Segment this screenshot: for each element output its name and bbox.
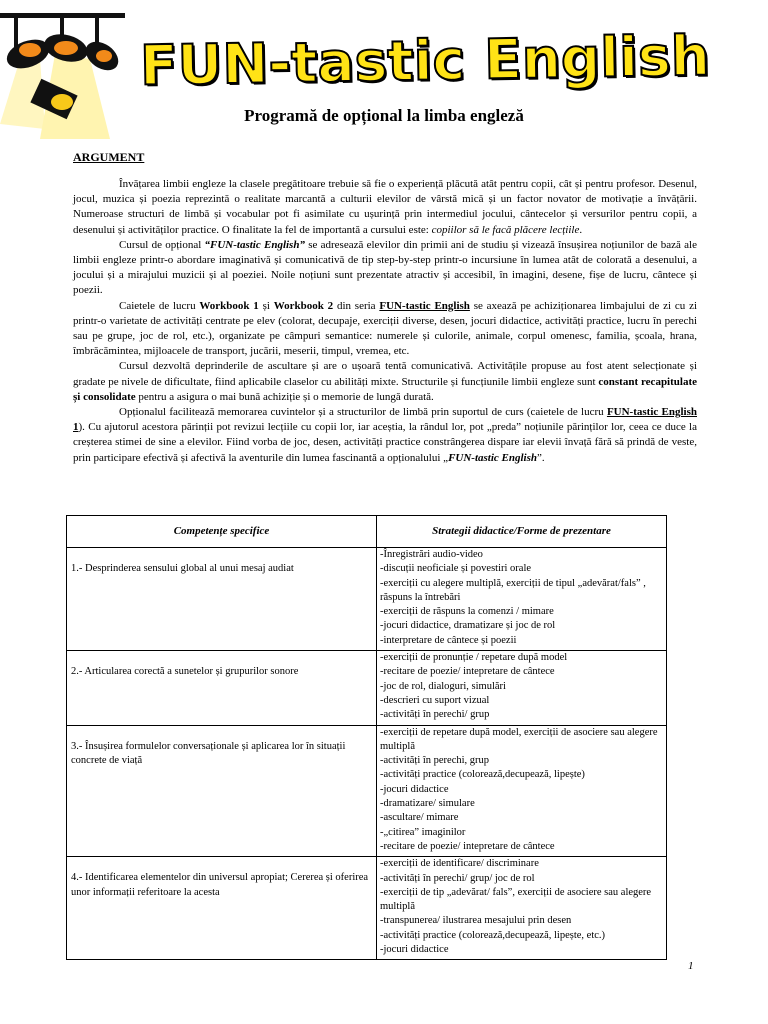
competence-cell: 2.- Articularea corectă a sunetelor și grupurilor sonore [67,651,377,725]
competence-cell: 3.- Însușirea formulelor conversaționale și aplicarea lor în situații concrete de viață [67,725,377,857]
paragraph-4 [73,359,697,405]
document-title: Programă de opțional la limba engleză [244,106,524,125]
book-name: FUN-tastic English 1 [73,406,697,434]
column-header-competences: Competențe specifice [67,516,377,548]
strategy-item: -exerciții cu alegere multiplă, exerciții de tipul „adevărat/fals” , răspuns la întrebări [380,577,646,603]
paragraph-1 [73,177,697,238]
table-header-row [67,516,667,548]
course-name: “FUN-tastic English” [204,238,305,251]
text-run-bold: constant recapitulate și consolidate [73,375,697,403]
strategy-item: -Înregistrări audio-video [380,549,483,560]
strategy-item: -exerciții de răspuns la comenzi / mimare [380,606,554,618]
strategy-item: -descrieri cu suport vizual [380,694,490,706]
competences-table [66,515,667,960]
page-number: 1 [688,960,694,972]
text-run: Caietele de lucru [119,299,200,312]
strategy-item: -exerciții de identificare/ discriminare [380,858,539,870]
argument-body [73,177,697,466]
text-run: se axează pe achiziționarea limbajului de zi cu zi printr-o varietate de activități centrate pe elev (colorat, decupaje, exerciții diverse, desen, jocuri didactice, activități practice, lucru în perechi sau pe grupe, joc de rol, etc.), organizate pe câmpuri semantice: numerele și culorile, animale, corpul omenesc, familia, școala, hrana, îmbrăcămintea, mijloacele de transport, jucării, meserii, timpul, vremea, etc. [73,299,698,358]
paragraph-3 [73,299,697,360]
paragraph-2 [73,238,697,299]
strategy-item: -joc de rol, dialoguri, simulări [380,680,506,692]
column-header-strategies: Strategii didactice/Forme de prezentare [377,516,667,548]
table-row [67,857,667,960]
workbook-2: Workbook 2 [273,299,334,312]
strategies-cell [377,651,667,725]
strategy-item: -dramatizare/ simulare [380,798,475,810]
strategy-item: -transpunerea/ ilustrarea mesajului prin desen [380,915,572,927]
workbook-1: Workbook 1 [199,299,259,312]
strategy-item: -recitare de poezie/ intepretare de cântece [380,840,555,852]
strategies-cell [377,725,667,857]
strategy-item: -exerciții de pronunție / repetare după model [380,652,568,664]
text-run: ”. [537,451,545,464]
strategy-item: -exerciții de tip „adevărat/ fals”, exerciții de asociere sau alegere multiplă [380,886,652,913]
strategy-item: -interpretare de cântece și poezii [380,634,517,646]
strategy-item: -jocuri didactice, dramatizare și joc de rol [380,620,556,632]
competence-cell: 1.- Desprinderea sensului global al unui mesaj audiat [67,548,377,651]
paragraph-5 [73,405,697,466]
strategy-item: -activități în perechi, grup [380,755,490,767]
text-run: din seria [333,299,380,312]
strategy-item: -ascultare/ mimare [380,812,459,824]
table-row [67,725,667,857]
strategy-item: -exerciții de repetare după model, exerciții de asociere sau alegere multiplă [380,726,658,752]
series-name: FUN-tastic English [379,299,470,312]
strategy-item: -recitare de poezie/ intepretare de cântece [380,666,555,678]
text-run: Cursul dezvoltă deprinderile de ascultare și are o ușoară tentă comunicativă. Activitățile propuse au fost atent selecționate și gradate pe nivele de dificultate, fiind aplicabile claselor cu abilități mixte. Structurile și funcțiunile limbii engleze sunt [73,360,697,388]
competence-cell: 4.- Identificarea elementelor din universul apropiat; Cererea și oferirea unor informații referitoare la acesta [67,857,377,960]
text-run: . [579,223,583,236]
strategy-item: -activități practice (colorează,decupează, lipește) [380,769,585,781]
course-name: FUN-tastic English [448,451,537,464]
text-run: ). Cu ajutorul acestora părinții pot revizui lecțiile cu copii lor, iar aceștia, la rândul lor, pot „preda” noțiunile părinților lor, ceea ce duce la creșterea stimei de sine a elevilor. Fiind vorba de joc, desen, activități practice constrângerea dispare iar elevii învață fără să prindă de veste, prin participare efectivă și afectivă la aventurile din lumea fascinantă a opționalului „ [73,421,697,464]
text-run-italic: copiilor să le facă plăcere lecțiile [431,223,580,236]
banner-title: FUN-tastic English [139,23,711,98]
strategy-item: -activități în perechi/ grup/ joc de rol [380,872,535,884]
strategies-cell [377,857,667,960]
text-run: Învățarea limbii engleze la clasele pregătitoare trebuie să fie o experiență plăcută atât pentru copii, cât și pentru profesor. Desenul, jocul, muzica și poezia reprezintă o realitate marcantă a culturii elevilor de vârstă mică și un factor novator de motivație a învățării. Numeroase structuri de limbă și vocabular pot fi asimilate cu ușurință prin intermediul jocului, cântecelor și versurilor pentru copii, a desenului și activităților practice. O finalitate la fel de importantă a cursului este: [73,178,697,236]
strategy-item: -jocuri didactice [380,783,449,795]
strategy-item: -activități în perechi/ grup [380,709,490,721]
table-row [67,651,667,725]
strategy-item: -discuții neoficiale și povestiri orale [380,563,532,575]
strategy-item: -jocuri didactice [380,944,449,956]
section-heading-argument: ARGUMENT [73,150,145,164]
table-body [67,548,667,960]
text-run: Opționalul facilitează memorarea cuvintelor și a structurilor de limbă prin suportul de curs (caietele de lucru [119,406,607,419]
text-run: se adresează elevilor din primii ani de studiu și vizează însușirea noțiunilor de bază ale limbii engleze printr-o abordare imaginativă și comunicativă de tip step-by-step printr-o incursiune în lumea atât de colorată a desenului, a jocului și a mirajului muzicii și al poeziei. Noile noțiuni sunt prezentate atractiv și accesibil, în imagini, desene, fișe de lucru, cântece și poezii. [73,238,697,297]
strategies-cell [377,548,667,651]
strategy-item: -activități practice (colorează,decupează, lipește, etc.) [380,929,606,941]
text-run: pentru a asigura o mai bună achiziție și o memorie de lungă durată. [135,390,434,403]
text-run: Cursul de opțional [119,238,205,251]
table-row [67,548,667,651]
text-run: și [258,299,274,312]
strategy-item: -„citirea” imaginilor [380,826,466,838]
